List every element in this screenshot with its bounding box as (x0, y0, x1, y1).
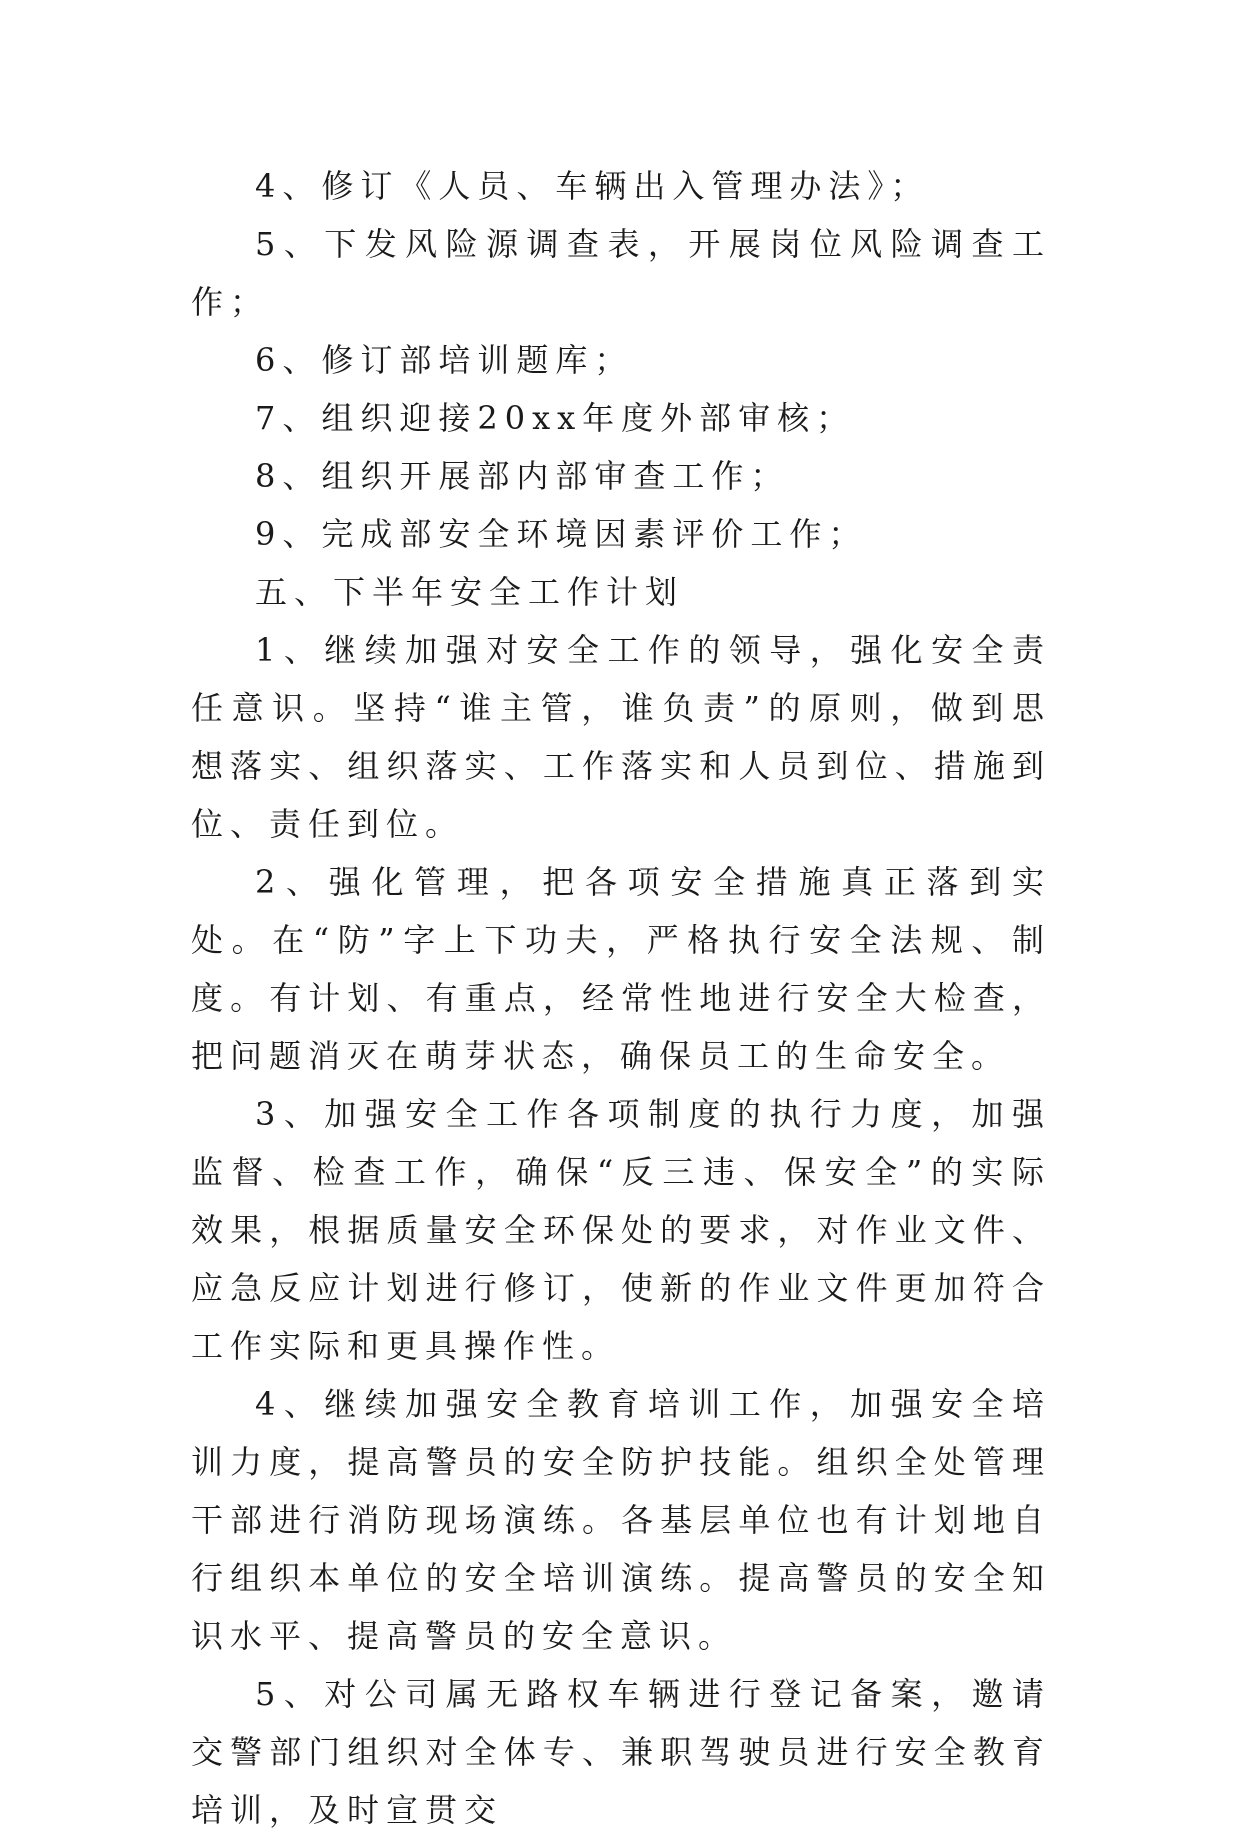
list-item-training-question-bank: 6、修订部培训题库； (255, 341, 634, 379)
list-item-risk-survey: 5、下发风险源调查表，开展岗位风险调查工作； (191, 225, 1051, 321)
plan-item-vehicle-registration: 5、对公司属无路权车辆进行登记备案，邀请交警部门组织对全体专、兼职驾驶员进行安全教育培训，及时宣贯交 (191, 1675, 1051, 1829)
plan-item-management: 2、强化管理，把各项安全措施真正落到实处。在“防”字上下功夫，严格执行安全法规、制度。有计划、有重点，经常性地进行安全大检查，把问题消灭在萌芽状态，确保员工的生命安全。 (191, 863, 1051, 1075)
list-item-internal-review: 8、组织开展部内部审查工作； (255, 457, 790, 495)
plan-item-training: 4、继续加强安全教育培训工作，加强安全培训力度，提高警员的安全防护技能。组织全处管理干部进行消防现场演练。各基层单位也有计划地自行组织本单位的安全培训演练。提高警员的安全知识水平、提高警员的安全意识。 (191, 1385, 1051, 1655)
plan-item-leadership: 1、继续加强对安全工作的领导，强化安全责任意识。坚持“谁主管，谁负责”的原则，做到思想落实、组织落实、工作落实和人员到位、措施到位、责任到位。 (191, 631, 1051, 843)
list-item-environment-evaluation: 9、完成部安全环境因素评价工作； (255, 515, 868, 553)
document-body (191, 157, 1051, 1839)
list-item-revise-access-rules: 4、修订《人员、车辆出入管理办法》； (255, 167, 930, 205)
section-heading-second-half-plan: 五、下半年安全工作计划 (255, 573, 685, 611)
plan-item-enforcement: 3、加强安全工作各项制度的执行力度，加强监督、检查工作，确保“反三违、保安全”的实际效果，根据质量安全环保处的要求，对作业文件、应急反应计划进行修订，使新的作业文件更加符合工作实际和更具操作性。 (191, 1095, 1051, 1365)
list-item-external-audit: 7、组织迎接20xx年度外部审核； (255, 399, 856, 437)
